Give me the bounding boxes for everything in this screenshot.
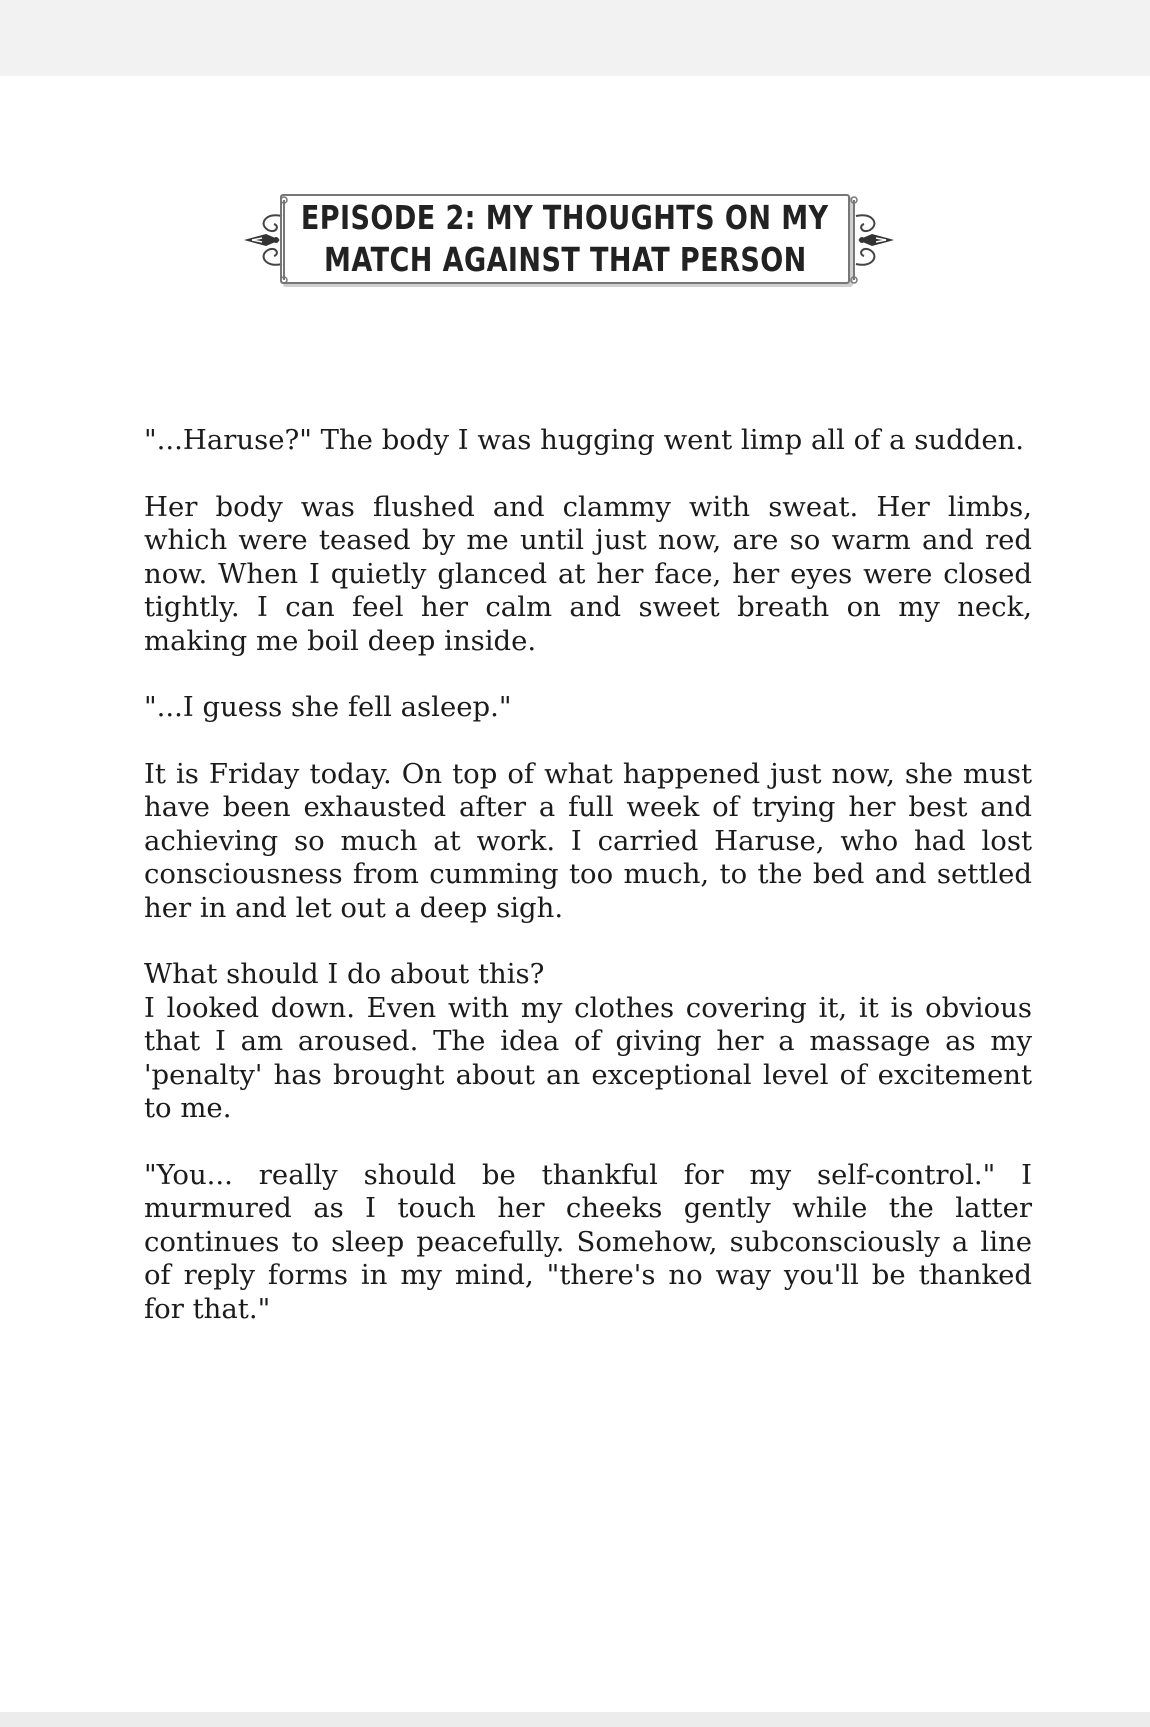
paragraph: I looked down. Even with my clothes covering it, it is obvious that I am aroused. The idea of giving her a massage as my 'penalty' has brought about an exceptional level of excitement to me.	[144, 991, 1032, 1124]
chapter-title-box	[280, 194, 850, 284]
bottom-margin-band	[0, 1712, 1150, 1727]
paragraph: "You... really should be thankful for my self-control." I murmured as I touch her cheeks gently while the latter continues to sleep peacefully. Somehow, subconsciously a line of reply forms in my mind, "there's no way you'll be thanked for that."	[144, 1158, 1032, 1325]
paragraph: Her body was flushed and clammy with sweat. Her limbs, which were teased by me until just now, are so warm and red now. When I quietly glanced at her face, her eyes were closed tightly. I can feel her calm and sweet breath on my neck, making me boil deep inside.	[144, 490, 1032, 657]
paragraph: "...Haruse?" The body I was hugging went limp all of a sudden.	[144, 424, 1025, 456]
chapter-title-line-1: EPISODE 2: MY THOUGHTS ON MY	[301, 198, 829, 237]
top-margin-band	[0, 0, 1150, 76]
story-text	[144, 424, 1032, 1359]
paragraph: "...I guess she fell asleep."	[144, 691, 512, 723]
paragraph: It is Friday today. On top of what happened just now, she must have been exhausted after a full week of trying her best and achieving so much at work. I carried Haruse, who had lost consciousness from cumming too much, to the bed and settled her in and let out a deep sigh.	[144, 757, 1032, 924]
book-page	[0, 76, 1150, 1712]
paragraph: What should I do about this?	[144, 958, 545, 990]
scroll-flourish-icon	[846, 194, 902, 286]
chapter-title-line-2: MATCH AGAINST THAT PERSON	[323, 240, 807, 279]
